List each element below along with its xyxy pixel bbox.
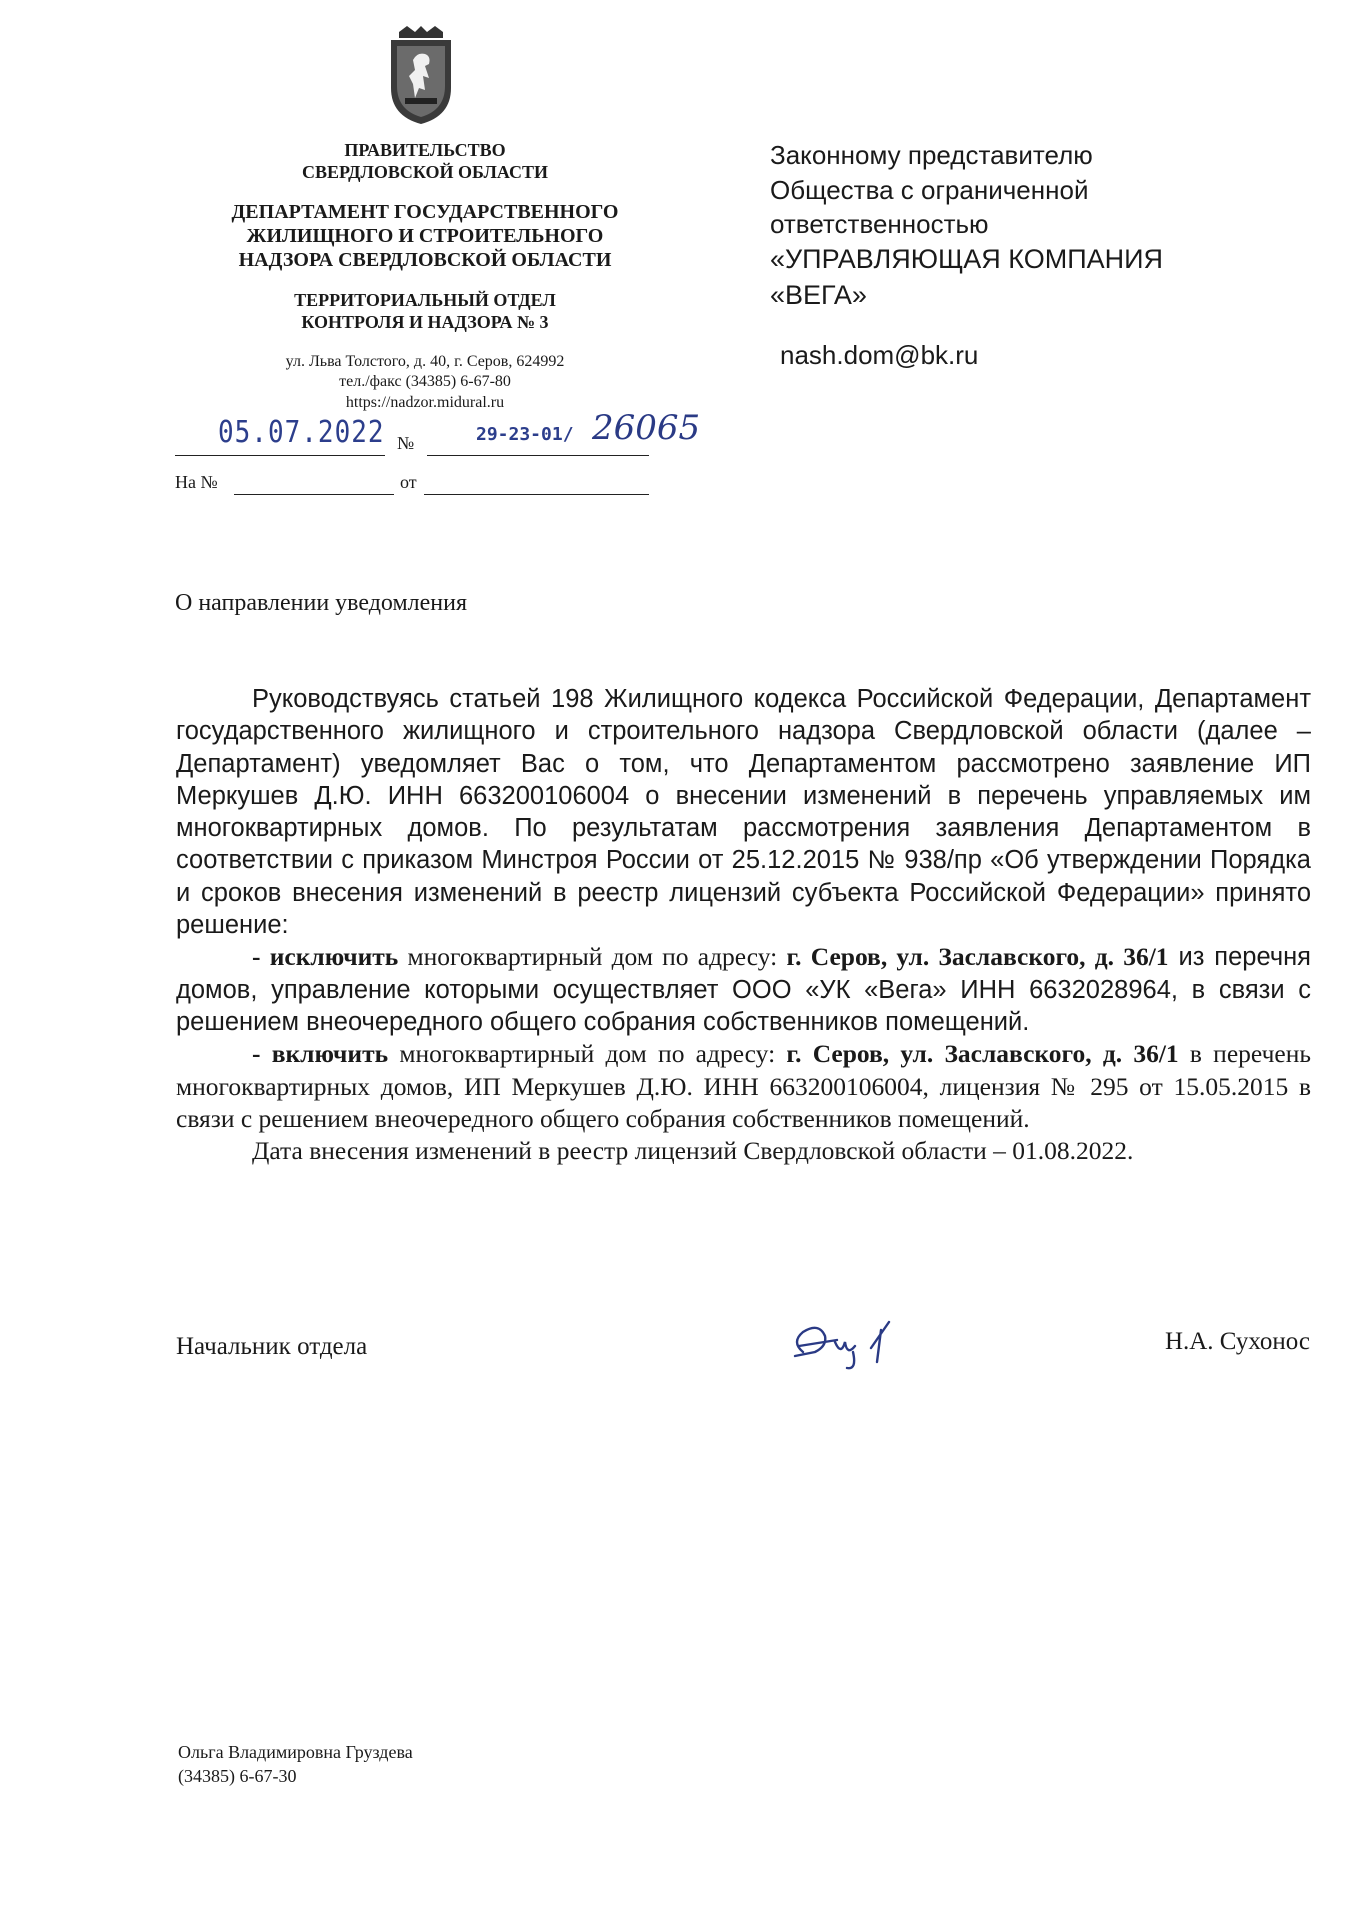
department-line-3: НАДЗОРА СВЕРДЛОВСКОЙ ОБЛАСТИ [238, 249, 612, 271]
recipient-line-3: ответственностью [770, 209, 989, 240]
department-header [155, 200, 695, 272]
recipient-line-4: «УПРАВЛЯЮЩАЯ КОМПАНИЯ [770, 243, 1164, 274]
recipient-line-2: Общества с ограниченной [770, 174, 1089, 205]
letter-body [176, 683, 1311, 1167]
exclude-text-2: из перечня домов, управление которыми осуществляет ООО «УК «Вега» ИНН 6632028964, в связи с решением внеочередного общего собрания собственников помещений. [176, 943, 1311, 1036]
body-paragraph-exclude [176, 941, 1311, 1038]
department-line-1: ДЕПАРТАМЕНТ ГОСУДАРСТВЕННОГО [231, 201, 619, 223]
executor-name: Ольга Владимировна Груздева [178, 1742, 413, 1762]
include-text-2: в перечень многоквартирных домов, ИП Меркушев Д.Ю. ИНН 663200106004, лицензия № 295 от 15.05.2015 в связи с решением внеочередного общего собрания собственников помещений. [176, 1039, 1311, 1133]
recipient-email: nash.dom@bk.ru [780, 340, 979, 370]
reference-date-underline [424, 494, 649, 495]
coat-of-arms-emblem [385, 26, 457, 126]
include-address: г. Серов, ул. Заславского, д. 36/1 [786, 1039, 1179, 1069]
recipient-block [770, 138, 1163, 314]
include-keyword: - включить [252, 1039, 389, 1069]
registration-number-stamp: 29-23-01/ [476, 424, 574, 445]
body-paragraph-date: Дата внесения изменений в реестр лицензий Свердловской области – 01.08.2022. [252, 1136, 1134, 1166]
exclude-keyword: - исключить [252, 942, 399, 972]
territorial-office-header [155, 290, 695, 333]
recipient-line-5: «ВЕГА» [770, 279, 867, 310]
office-website: https://nadzor.midural.ru [345, 393, 505, 411]
government-line-2: СВЕРДЛОВСКОЙ ОБЛАСТИ [302, 161, 548, 182]
office-address: ул. Льва Толстого, д. 40, г. Серов, 624992 [285, 353, 565, 370]
exclude-text-1: многоквартирный дом по адресу: [398, 942, 787, 972]
office-phone: тел./факс (34385) 6-67-80 [339, 373, 511, 391]
include-text-1: многоквартирный дом по адресу: [388, 1039, 787, 1069]
executor-block [178, 1740, 413, 1789]
letter-subject: О направлении уведомления [175, 590, 468, 616]
date-underline [175, 455, 385, 456]
territorial-line-2: КОНТРОЛЯ И НАДЗОРА № 3 [301, 311, 549, 332]
department-line-2: ЖИЛИЩНОГО И СТРОИТЕЛЬНОГО [246, 225, 604, 247]
registration-number-handwritten: 26065 [592, 408, 701, 448]
reference-number-underline [234, 494, 394, 495]
government-line-1: ПРАВИТЕЛЬСТВО [344, 140, 506, 160]
letterhead-contacts [155, 352, 695, 413]
reference-number-label: На № [175, 472, 218, 492]
government-header [155, 140, 695, 183]
number-label: № [397, 433, 415, 453]
signatory-name: Н.А. Сухонос [1164, 1328, 1310, 1355]
handwritten-signature [785, 1312, 915, 1372]
reference-from-label: от [400, 472, 417, 492]
signatory-title: Начальник отдела [176, 1333, 368, 1360]
number-underline [427, 455, 649, 456]
exclude-address: г. Серов, ул. Заславского, д. 36/1 [786, 942, 1169, 972]
body-paragraph-1: Руководствуясь статьей 198 Жилищного кодекса Российской Федерации, Департамент государственного жилищного и строительного надзора Свердловской области (далее – Департамент) уведомляет Вас о том, что Департаментом рассмотрено заявление ИП Меркушев Д.Ю. ИНН 663200106004 о внесении изменений в перечень управляемых им многоквартирных домов. По результатам рассмотрения заявления Департаментом в соответствии с приказом Минстроя России от 25.12.2015 № 938/пр «Об утверждении Порядка и сроков внесения изменений в реестр лицензий субъекта Российской Федерации» принято решение: [176, 685, 1311, 940]
territorial-line-1: ТЕРРИТОРИАЛЬНЫЙ ОТДЕЛ [294, 290, 556, 310]
recipient-line-1: Законному представителю [770, 140, 1093, 170]
body-paragraph-include [176, 1038, 1311, 1135]
executor-phone: (34385) 6-67-30 [178, 1766, 297, 1787]
registration-date-stamp: 05.07.2022 [218, 415, 385, 451]
